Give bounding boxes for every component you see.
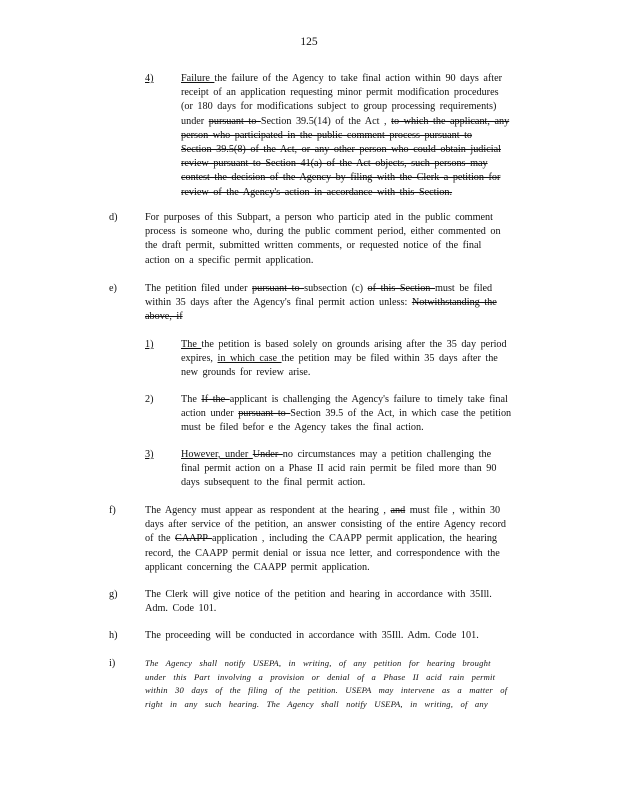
text-run: final permit action on a Phase II acid rain permit be filed more than 90 bbox=[181, 463, 497, 475]
text-line bbox=[145, 671, 537, 685]
item-f-marker: f) bbox=[109, 505, 116, 516]
text-run: days subsequent to the final permit action. bbox=[181, 477, 366, 489]
deleted-text: to which the applicant, any bbox=[391, 115, 510, 127]
text-line bbox=[145, 532, 537, 546]
text-run: subsection (c) bbox=[304, 283, 368, 294]
text-line bbox=[145, 504, 537, 518]
deleted-text: If the bbox=[201, 394, 230, 405]
deleted-text: review of the Agency's action in accordance with this Section. bbox=[181, 186, 453, 198]
text-line bbox=[145, 518, 537, 532]
deleted-text: of this Section bbox=[367, 283, 435, 294]
deleted-text: and bbox=[390, 505, 406, 516]
deleted-text: contest the decision of the Agency by filing with the Clerk a petition for bbox=[181, 172, 501, 184]
text-line bbox=[181, 338, 536, 352]
text-line bbox=[181, 421, 536, 435]
text-run: For purposes of this Subpart, a person who particip ated in the public comment bbox=[145, 212, 493, 223]
item-e-text bbox=[145, 282, 537, 325]
deleted-text: Notwithstanding the bbox=[411, 297, 497, 309]
text-run: The Clerk will give notice of the petition and hearing in accordance with 35Ill. bbox=[145, 589, 492, 600]
text-line bbox=[181, 100, 536, 114]
deleted-text: above, if bbox=[145, 311, 183, 323]
deleted-text: person who participated in the public comment process pursuant to bbox=[181, 129, 473, 141]
text-run: must be filed bbox=[434, 283, 493, 294]
text-run: expires, bbox=[181, 353, 218, 365]
text-line bbox=[145, 282, 537, 296]
item-f-text bbox=[145, 504, 537, 575]
text-run: the draft permit, submitted written comments, or requested notice of the final bbox=[145, 240, 482, 252]
text-line bbox=[145, 657, 537, 671]
text-line bbox=[181, 72, 536, 86]
inserted-text: Failure bbox=[181, 73, 215, 84]
text-run: (or 180 days for modifications subject to group processing requirements) bbox=[181, 101, 497, 113]
text-run: must file , within 30 bbox=[405, 505, 501, 516]
item-e2-marker: 2) bbox=[145, 394, 154, 405]
deleted-text: Under bbox=[252, 449, 283, 460]
text-line bbox=[181, 115, 536, 129]
deleted-text: pursuant to bbox=[252, 283, 305, 294]
text-line bbox=[145, 211, 537, 225]
text-run: new grounds for review arise. bbox=[181, 367, 311, 379]
item-g-text bbox=[145, 588, 537, 616]
text-run: no circumstances may a petition challenging the bbox=[282, 449, 492, 460]
text-line bbox=[181, 129, 536, 143]
item-4-marker: 4) bbox=[145, 73, 154, 84]
text-run: receipt of an application requesting minor permit modification procedures bbox=[181, 87, 499, 99]
item-h-text bbox=[145, 629, 537, 643]
text-run: The Agency shall notify USEPA, in writing, of any petition for hearing brought bbox=[145, 658, 491, 668]
item-e1-text bbox=[181, 338, 536, 381]
text-line bbox=[181, 186, 536, 200]
deleted-text: review pursuant to Section 41(a) of the Act objects, such persons may bbox=[181, 158, 488, 170]
text-run: of the bbox=[145, 533, 176, 545]
item-e3-text bbox=[181, 448, 536, 491]
text-line bbox=[145, 239, 537, 253]
text-line bbox=[145, 588, 537, 602]
text-run: The proceeding will be conducted in accordance with 35Ill. Adm. Code 101. bbox=[145, 630, 479, 641]
inserted-text: The bbox=[181, 339, 202, 350]
text-run: The Agency must appear as respondent at the hearing , bbox=[145, 505, 391, 516]
text-line bbox=[181, 393, 536, 407]
item-d-marker: d) bbox=[109, 212, 118, 223]
text-line bbox=[181, 366, 536, 380]
item-i-text bbox=[145, 657, 537, 711]
item-e3-marker: 3) bbox=[145, 449, 154, 460]
deleted-text: CAAPP bbox=[175, 533, 213, 545]
text-line bbox=[145, 698, 537, 712]
item-g-marker: g) bbox=[109, 589, 118, 600]
deleted-text: pursuant to bbox=[238, 408, 291, 420]
deleted-text: pursuant to bbox=[208, 115, 261, 127]
text-run: The petition filed under bbox=[145, 283, 253, 294]
item-h-marker: h) bbox=[109, 630, 118, 641]
text-run: Section 39.5 of the Act, in which case the petition bbox=[290, 408, 512, 420]
text-line bbox=[181, 448, 536, 462]
text-run: application , including the CAAPP permit application, the hearing bbox=[212, 533, 498, 545]
text-run: within 30 days of the filing of the petition. USEPA may intervene as a matter of bbox=[145, 685, 508, 696]
page-number: 125 bbox=[300, 36, 318, 48]
text-line bbox=[181, 462, 536, 476]
text-run: Section 39.5(14) of the Act , bbox=[260, 115, 392, 127]
text-line bbox=[181, 86, 536, 100]
text-run: the petition may be filed within 35 days after the bbox=[281, 353, 498, 365]
item-e1-marker: 1) bbox=[145, 339, 154, 350]
text-run: must be filed befor e the Agency takes the final action. bbox=[181, 422, 424, 434]
item-e2-text bbox=[181, 393, 536, 436]
text-line bbox=[145, 684, 537, 698]
text-run: action under bbox=[181, 408, 239, 420]
text-line bbox=[181, 476, 536, 490]
text-line bbox=[145, 296, 537, 310]
text-run: right in any such hearing. The Agency shall notify USEPA, in writing, of any bbox=[145, 698, 488, 709]
text-line bbox=[181, 352, 536, 366]
text-run: Adm. Code 101. bbox=[145, 603, 217, 615]
text-run: process is someone who, during the public comment period, either commented on bbox=[145, 226, 501, 238]
item-4-text bbox=[181, 72, 536, 200]
text-run: under this Part involving a provision or denial of a Phase II acid rain permit bbox=[145, 671, 496, 682]
text-line bbox=[145, 225, 537, 239]
text-line bbox=[145, 561, 537, 575]
text-line bbox=[181, 157, 536, 171]
text-run: within 35 days after the Agency's final permit action unless: bbox=[145, 297, 412, 309]
text-line bbox=[145, 310, 537, 324]
text-run: The bbox=[181, 394, 202, 405]
text-run: applicant is challenging the Agency's failure to timely take final bbox=[229, 394, 508, 405]
text-run: the failure of the Agency to take final action within 90 days after bbox=[214, 73, 503, 84]
text-line bbox=[145, 254, 537, 268]
text-line bbox=[181, 143, 536, 157]
text-line bbox=[145, 547, 537, 561]
text-line bbox=[181, 171, 536, 185]
text-line bbox=[181, 407, 536, 421]
deleted-text: Section 39.5(8) of the Act, or any other person who could obtain judicial bbox=[181, 144, 501, 156]
text-run: applicant concerning the CAAPP permit application. bbox=[145, 561, 370, 573]
text-line bbox=[145, 602, 537, 616]
text-run: the petition is based solely on grounds arising after the 35 day period bbox=[201, 339, 507, 350]
text-run: action on a specific permit application. bbox=[145, 254, 314, 266]
item-e-marker: e) bbox=[109, 283, 117, 294]
inserted-text: However, under bbox=[181, 449, 253, 460]
item-i-marker: i) bbox=[109, 658, 116, 669]
text-line bbox=[145, 629, 537, 643]
item-d-text bbox=[145, 211, 537, 268]
inserted-text: in which case bbox=[217, 353, 282, 365]
text-run: under bbox=[181, 115, 209, 127]
text-run: days after service of the petition, an answer consisting of the entire Agency record bbox=[145, 519, 506, 531]
text-run: record, the CAAPP permit denial or issua nce letter, and correspondence with the bbox=[145, 547, 500, 559]
